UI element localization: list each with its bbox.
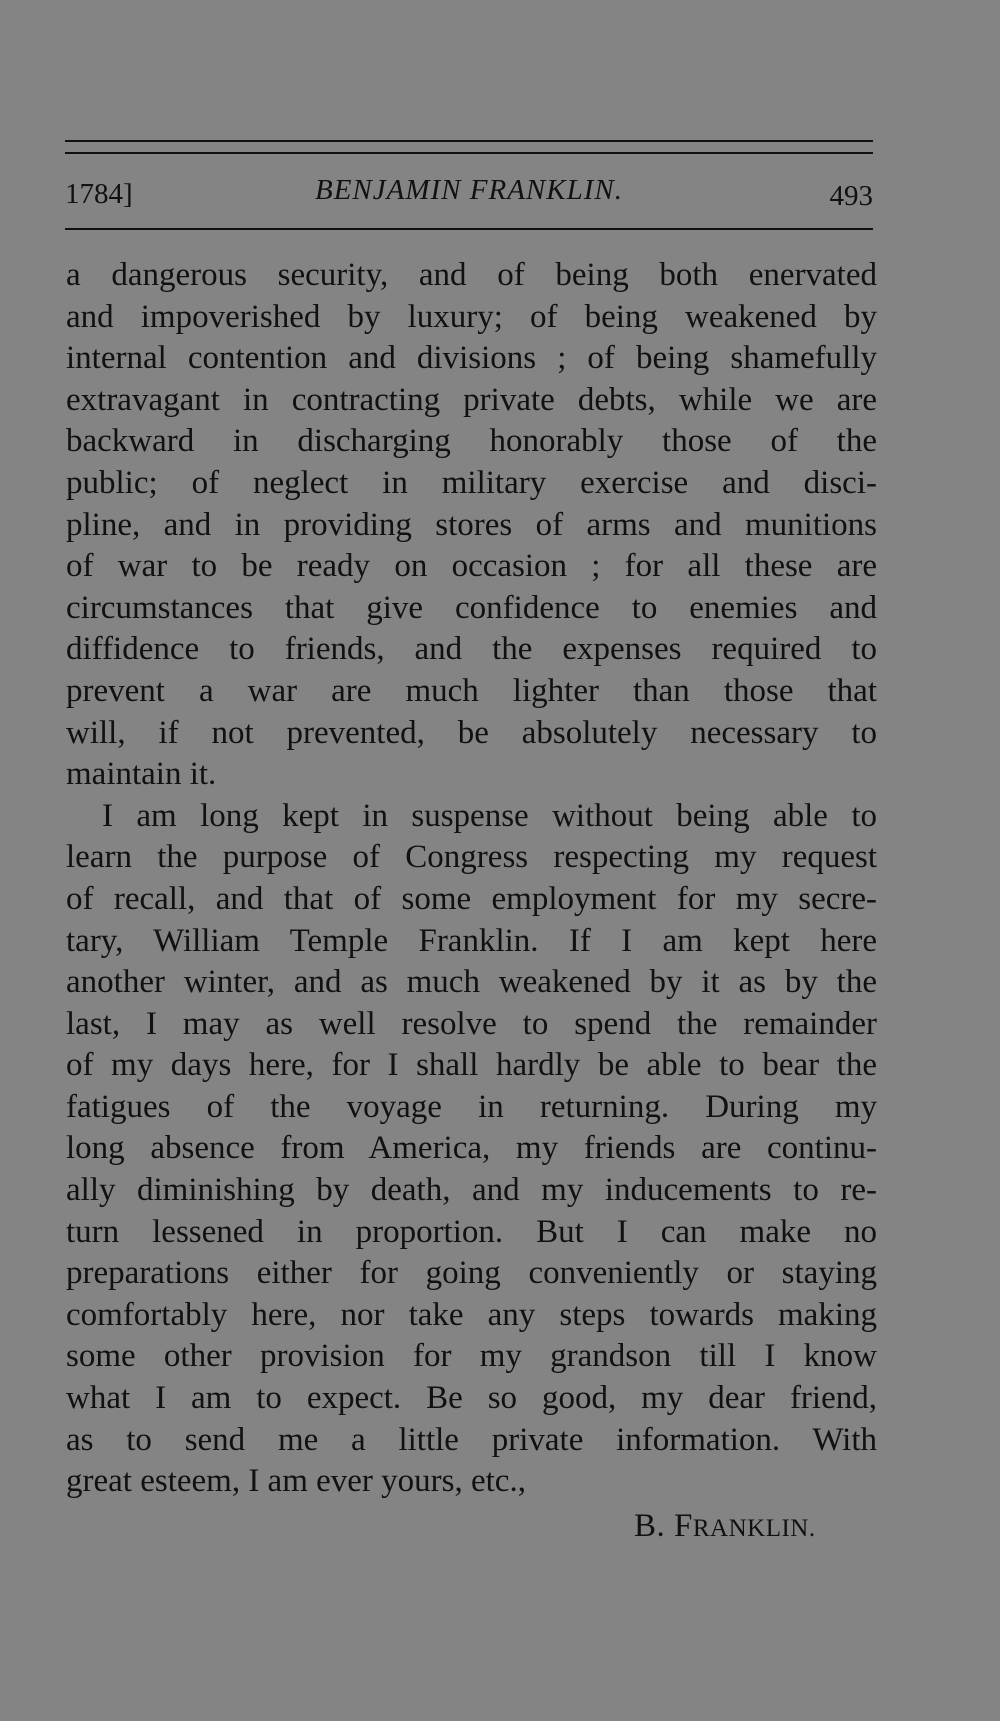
text-line: some other provision for my grandson till I know [66, 1338, 877, 1375]
text-line: preparations either for going conveniently or staying [66, 1255, 877, 1292]
text-line: public; of neglect in military exercise and disci- [66, 464, 877, 501]
signature-smallcaps: RANKLIN. [692, 1515, 816, 1542]
text-line: of my days here, for I shall hardly be able to bear the [66, 1047, 877, 1084]
text-line: diffidence to friends, and the expenses required to [66, 631, 877, 668]
page-number: 493 [829, 180, 873, 212]
text-line: backward in discharging honorably those of the [66, 423, 877, 460]
text-line: another winter, and as much weakened by it as by the [66, 964, 877, 1001]
text-line: prevent a war are much lighter than those that [66, 672, 877, 709]
text-line: fatigues of the voyage in returning. During my [66, 1088, 877, 1125]
text-line: internal contention and divisions ; of being shamefully [66, 340, 877, 377]
text-line: comfortably here, nor take any steps towards making [66, 1296, 877, 1333]
paragraph-1 [66, 255, 877, 796]
header-title: BENJAMIN FRANKLIN. [315, 174, 623, 206]
text-line: ally diminishing by death, and my inducements to re- [66, 1172, 877, 1209]
text-line: maintain it. [66, 756, 217, 793]
text-line: tary, William Temple Franklin. If I am kept here [66, 922, 877, 959]
text-line: and impoverished by luxury; of being weakened by [66, 298, 877, 335]
signature [634, 1508, 816, 1545]
running-header [65, 174, 873, 214]
text-line: what I am to expect. Be so good, my dear friend, [66, 1380, 877, 1417]
header-top-rule [65, 140, 873, 142]
body-text [66, 255, 877, 1503]
text-line: turn lessened in proportion. But I can make no [66, 1213, 877, 1250]
text-line: of war to be ready on occasion ; for all these are [66, 548, 877, 585]
text-line: as to send me a little private information. With [66, 1421, 877, 1458]
text-line: extravagant in contracting private debts, while we are [66, 381, 877, 418]
paragraph-2 [66, 796, 877, 1503]
header-year: 1784] [65, 178, 133, 210]
text-line: learn the purpose of Congress respecting my request [66, 839, 877, 876]
text-line: last, I may as well resolve to spend the remainder [66, 1005, 877, 1042]
text-line: of recall, and that of some employment for my secre- [66, 880, 877, 917]
text-line: I am long kept in suspense without being able to [102, 797, 877, 834]
text-line: will, if not prevented, be absolutely necessary to [66, 714, 877, 751]
signature-initial: B. F [634, 1508, 693, 1544]
header-top-rule-thin [65, 152, 873, 154]
text-line: circumstances that give confidence to enemies and [66, 589, 877, 626]
header-bottom-rule [65, 228, 873, 230]
text-line: pline, and in providing stores of arms and munitions [66, 506, 877, 543]
text-line: long absence from America, my friends are continu- [66, 1130, 877, 1167]
text-line: great esteem, I am ever yours, etc., [66, 1463, 526, 1500]
text-line: a dangerous security, and of being both enervated [66, 257, 877, 293]
